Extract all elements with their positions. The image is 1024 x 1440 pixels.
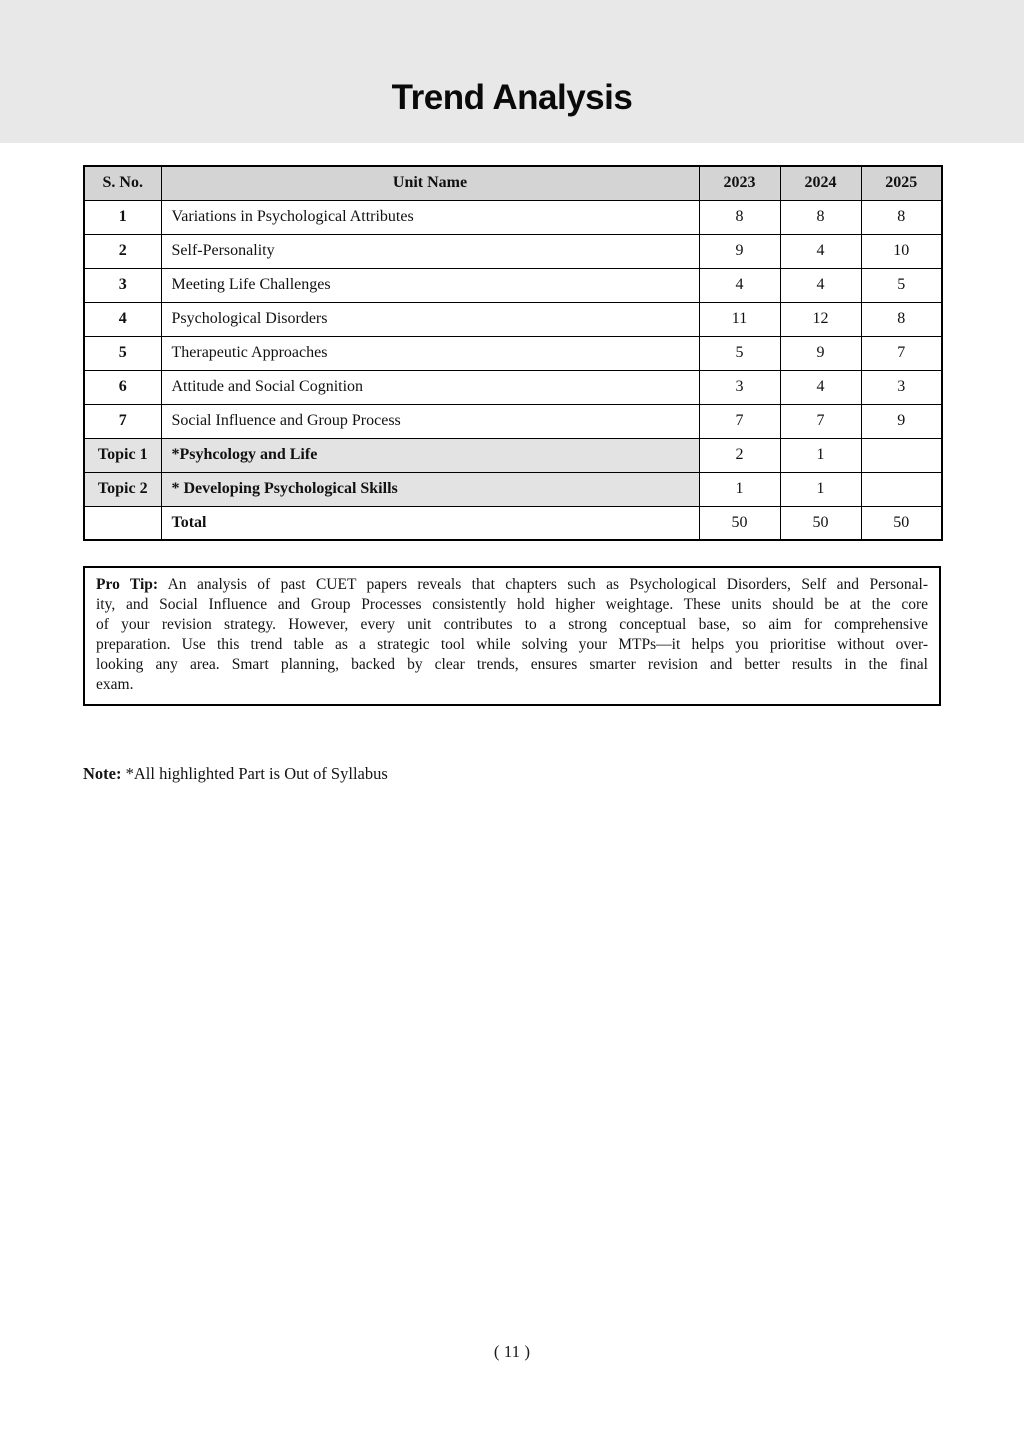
trend-table-body <box>84 200 942 540</box>
row-value-2025 <box>861 438 942 472</box>
row-sno: 1 <box>84 200 161 234</box>
row-value-2024: 12 <box>780 302 861 336</box>
table-row <box>84 404 942 438</box>
row-value-2025: 10 <box>861 234 942 268</box>
row-sno: 4 <box>84 302 161 336</box>
pro-tip-line: of your revision strategy. However, every unit contributes to a strong conceptual base, so aim for comprehensive <box>96 616 928 633</box>
row-value-2025: 50 <box>861 506 942 540</box>
table-row <box>84 302 942 336</box>
trend-analysis-table <box>83 165 943 541</box>
row-value-2023: 5 <box>699 336 780 370</box>
pro-tip-line: exam. <box>96 676 134 693</box>
note-label: Note: <box>83 764 122 783</box>
row-value-2025: 3 <box>861 370 942 404</box>
row-unit-name: Total <box>161 506 699 540</box>
row-value-2024: 50 <box>780 506 861 540</box>
page-number: ( 11 ) <box>493 1342 531 1361</box>
row-sno: Topic 1 <box>84 438 161 472</box>
row-unit-name: Meeting Life Challenges <box>161 268 699 302</box>
row-value-2023: 7 <box>699 404 780 438</box>
table-row <box>84 268 942 302</box>
row-unit-name: Social Influence and Group Process <box>161 404 699 438</box>
row-value-2023: 4 <box>699 268 780 302</box>
row-value-2024: 1 <box>780 472 861 506</box>
row-sno: 6 <box>84 370 161 404</box>
table-row <box>84 472 942 506</box>
table-row <box>84 506 942 540</box>
note-body: *All highlighted Part is Out of Syllabus <box>121 764 388 783</box>
header-unit-name: Unit Name <box>161 166 699 200</box>
row-unit-name: Therapeutic Approaches <box>161 336 699 370</box>
row-unit-name: Psychological Disorders <box>161 302 699 336</box>
row-unit-name: *Psyhcology and Life <box>161 438 699 472</box>
table-row <box>84 438 942 472</box>
row-sno <box>84 506 161 540</box>
row-value-2023: 50 <box>699 506 780 540</box>
table-row <box>84 370 942 404</box>
row-value-2023: 9 <box>699 234 780 268</box>
row-value-2024: 4 <box>780 234 861 268</box>
row-value-2025: 7 <box>861 336 942 370</box>
row-value-2024: 9 <box>780 336 861 370</box>
row-unit-name: Variations in Psychological Attributes <box>161 200 699 234</box>
row-sno: Topic 2 <box>84 472 161 506</box>
table-row <box>84 336 942 370</box>
pro-tip-label: Pro Tip: <box>96 576 159 593</box>
row-sno: 3 <box>84 268 161 302</box>
row-value-2025: 8 <box>861 302 942 336</box>
table-row <box>84 234 942 268</box>
page-title: Trend Analysis <box>391 77 633 117</box>
pro-tip-box <box>83 566 941 706</box>
row-value-2025: 9 <box>861 404 942 438</box>
header-2023: 2023 <box>699 166 780 200</box>
row-value-2025 <box>861 472 942 506</box>
row-unit-name: Self-Personality <box>161 234 699 268</box>
row-value-2023: 8 <box>699 200 780 234</box>
row-value-2023: 11 <box>699 302 780 336</box>
page-header-banner <box>0 0 1024 143</box>
row-value-2025: 8 <box>861 200 942 234</box>
row-sno: 2 <box>84 234 161 268</box>
row-sno: 5 <box>84 336 161 370</box>
row-value-2024: 1 <box>780 438 861 472</box>
row-value-2024: 4 <box>780 370 861 404</box>
header-sno: S. No. <box>84 166 161 200</box>
table-header-row <box>84 166 942 200</box>
header-2025: 2025 <box>861 166 942 200</box>
row-value-2024: 8 <box>780 200 861 234</box>
row-value-2024: 4 <box>780 268 861 302</box>
row-sno: 7 <box>84 404 161 438</box>
row-unit-name: Attitude and Social Cognition <box>161 370 699 404</box>
note-text <box>83 764 1024 784</box>
row-unit-name: * Developing Psychological Skills <box>161 472 699 506</box>
pro-tip-line: Pro Tip: An analysis of past CUET papers reveals that chapters such as Psychological Disorders, Self and Personal- <box>96 576 928 593</box>
row-value-2023: 2 <box>699 438 780 472</box>
row-value-2024: 7 <box>780 404 861 438</box>
pro-tip-line: looking any area. Smart planning, backed by clear trends, ensures smarter revision and better results in the final <box>96 656 928 673</box>
table-row <box>84 200 942 234</box>
header-2024: 2024 <box>780 166 861 200</box>
pro-tip-line: ity, and Social Influence and Group Processes consistently hold higher weightage. These units should be at the core <box>96 596 928 613</box>
row-value-2025: 5 <box>861 268 942 302</box>
pro-tip-line: preparation. Use this trend table as a strategic tool while solving your MTPs—it helps you prioritise without over- <box>96 636 928 653</box>
row-value-2023: 1 <box>699 472 780 506</box>
row-value-2023: 3 <box>699 370 780 404</box>
